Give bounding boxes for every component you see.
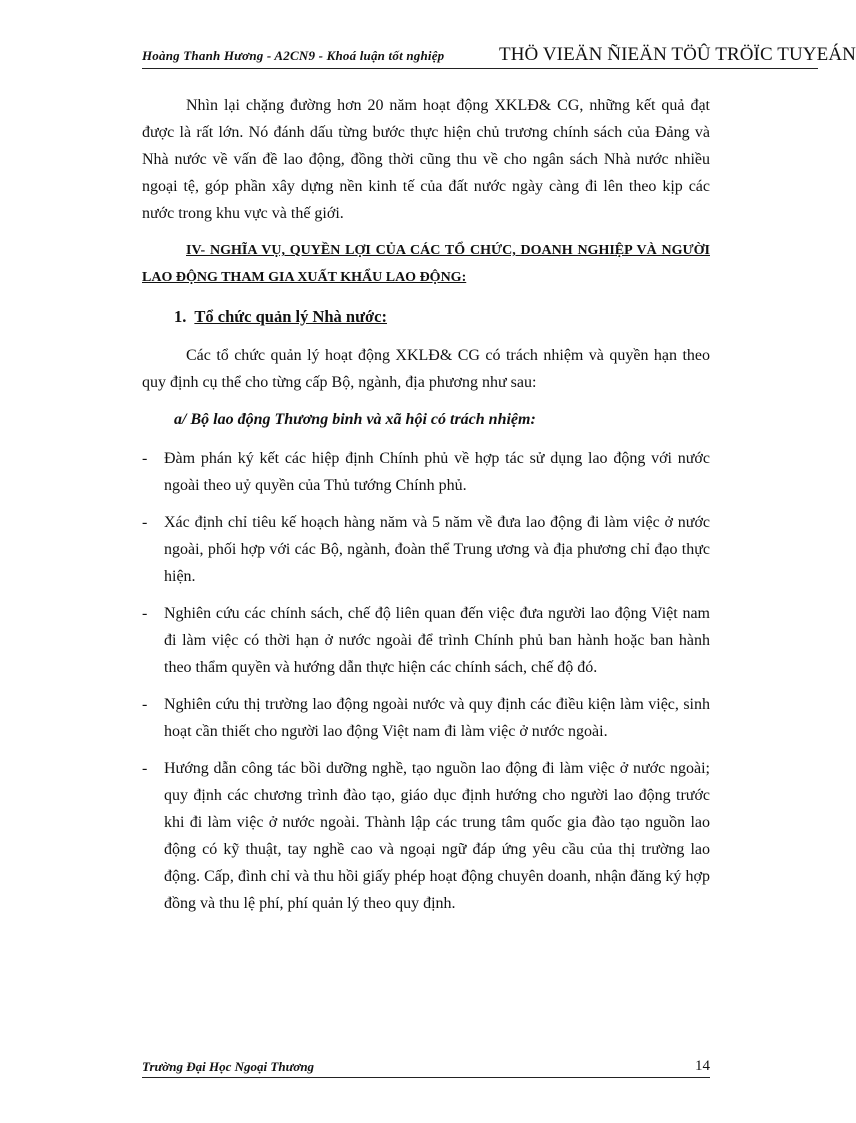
bullet-dash: -	[142, 760, 148, 777]
list-item	[142, 509, 710, 590]
list-item-text: Nghiên cứu thị trường lao động ngoài nước và quy định các điều kiện làm việc, sinh hoạt cần thiết cho người lao động Việt nam đi làm việc ở nước ngoài.	[164, 696, 710, 740]
subsection-title: Tổ chức quản lý Nhà nước:	[194, 307, 387, 326]
bullet-dash: -	[142, 514, 148, 531]
header-title: Hoàng Thanh Hương - A2CN9 - Khoá luận tốt nghiệp	[142, 48, 445, 63]
responsibility-list	[142, 445, 710, 917]
bullet-dash: -	[142, 605, 148, 622]
list-item-text: Xác định chỉ tiêu kế hoạch hàng năm và 5 năm về đưa lao động đi làm việc ở nước ngoài, phối hợp với các Bộ, ngành, đoàn thể Trung ương và địa phương chỉ đạo thực hiện.	[164, 514, 710, 585]
footer-university: Trường Đại Học Ngoại Thương	[142, 1059, 315, 1074]
bullet-dash: -	[142, 696, 148, 713]
list-item-text: Đàm phán ký kết các hiệp định Chính phủ về hợp tác sử dụng lao động với nước ngoài theo uỷ quyền của Thủ tướng Chính phủ.	[164, 450, 710, 494]
list-item-text: Hướng dẫn công tác bồi dưỡng nghề, tạo nguồn lao động đi làm việc ở nước ngoài; quy định các chương trình đào tạo, giáo dục định hướng cho người lao động trước khi đi làm việc ở nước ngoài. Thành lập các trung tâm quốc gia đào tạo nguồn lao động có kỹ thuật, tay nghề cao và ngoại ngữ đáp ứng yêu cầu của thị trường lao động. Cấp, đình chỉ và thu hồi giấy phép hoạt động chuyên doanh, nhận đăng ký hợp đồng và thu lệ phí, phí quản lý theo quy định.	[164, 760, 710, 912]
list-item	[142, 755, 710, 917]
bullet-dash: -	[142, 450, 148, 467]
list-item	[142, 445, 710, 499]
list-item-text: Nghiên cứu các chính sách, chế độ liên quan đến việc đưa người lao động Việt nam đi làm việc có thời hạn ở nước ngoài để trình Chính phủ ban hành hoặc ban hành theo thẩm quyền và hướng dẫn thực hiện các chính sách, chế độ đó.	[164, 605, 710, 676]
subsection-number: 1.	[174, 307, 187, 326]
page-header	[142, 34, 856, 69]
page-footer	[142, 1055, 710, 1078]
subsection-heading	[142, 303, 710, 330]
header-watermark-text: THÖ VIEÄN ÑIEÄN TÖÛ TRÖÏC TUYEÁN	[499, 44, 856, 65]
section-heading: IV- NGHĨA VỤ, QUYỀN LỢI CỦA CÁC TỔ CHỨC, DOANH NGHIỆP VÀ NGƯỜI LAO ĐỘNG THAM GIA XUẤT KHẨU LAO ĐỘNG:	[142, 243, 710, 285]
page-number: 14	[695, 1058, 710, 1074]
list-item	[142, 600, 710, 681]
intro-paragraph: Nhìn lại chặng đường hơn 20 năm hoạt động XKLĐ& CG, những kết quả đạt được là rất lớn. Nó đánh dấu từng bước thực hiện chủ trương chính sách của Đảng và Nhà nước về vấn đề lao động, đồng thời cũng thu về cho ngân sách Nhà nước nhiều ngoại tệ, góp phần xây dựng nền kinh tế của đất nước ngày càng đi lên theo kịp các nước trong khu vực và thế giới.	[142, 97, 710, 222]
item-heading: a/ Bộ lao động Thương binh và xã hội có trách nhiệm:	[174, 411, 536, 428]
page-content	[142, 92, 710, 927]
subsection-paragraph: Các tổ chức quản lý hoạt động XKLĐ& CG có trách nhiệm và quyền hạn theo quy định cụ thể cho từng cấp Bộ, ngành, địa phương như sau:	[142, 347, 710, 391]
list-item	[142, 691, 710, 745]
